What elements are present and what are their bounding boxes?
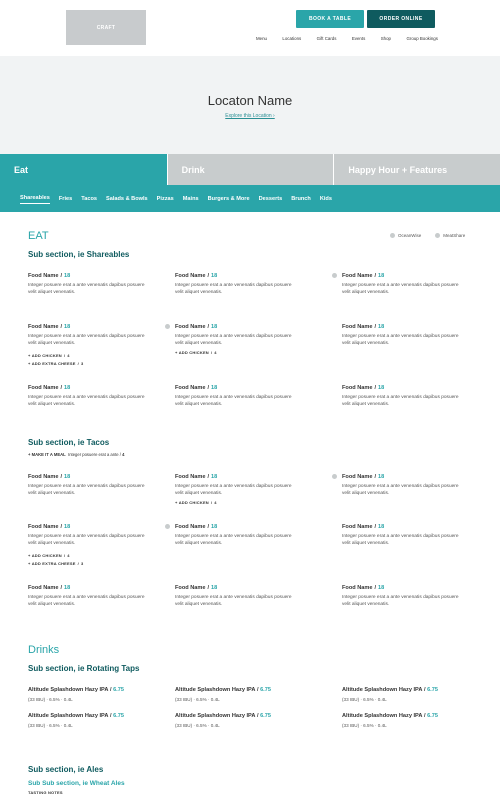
add-cheese-option: + ADD EXTRA CHEESE / 3 [28, 361, 84, 366]
ales-subtitle: Sub section, ie Ales [28, 765, 104, 774]
oceanwise-dot-icon [390, 233, 395, 238]
location-title: Locaton Name [207, 93, 293, 108]
nav-shop[interactable]: Shop [380, 36, 391, 41]
cat-tab-pizzas[interactable]: Pizzas [156, 195, 174, 202]
food-item[interactable]: Food Name / 18 Integer posuere erat a ante venenatis dapibus posuere velit aliquet venenatis. [342, 273, 482, 296]
top-nav [256, 36, 438, 41]
drink-item[interactable]: Altitude Splashdown Hazy IPA / 6.75 (33 IBU) · 6.5% · 0.4L [342, 687, 438, 702]
oceanwise-dot-icon [165, 324, 170, 329]
cat-tab-tacos[interactable]: Tacos [81, 195, 97, 202]
add-chicken-option: + ADD CHICKEN / 4 [28, 353, 70, 358]
drink-item[interactable]: Altitude Splashdown Hazy IPA / 6.75 (33 IBU) · 6.5% · 0.4L [28, 713, 124, 728]
nav-group-bookings[interactable]: Group Bookings [406, 36, 438, 41]
eat-section-title: EAT [28, 230, 49, 242]
food-item[interactable]: Food Name / 18 Integer posuere erat a ante venenatis dapibus posuere velit aliquet venenatis. + ADD CHICKEN / 4 + ADD EXTRA CHEESE / 3 [28, 524, 168, 566]
add-chicken-option: + ADD CHICKEN / 4 [175, 350, 217, 355]
add-chicken-option: + ADD CHICKEN / 4 [28, 553, 70, 558]
legend [390, 233, 465, 238]
food-item[interactable]: Food Name / 18 Integer posuere erat a ante venenatis dapibus posuere velit aliquet venenatis. [175, 273, 292, 295]
tab-eat[interactable]: Eat [0, 154, 167, 185]
cat-tab-mains[interactable]: Mains [182, 195, 199, 202]
tasting-notes-label: TASTING NOTES [28, 790, 63, 795]
main-tabs [0, 154, 500, 185]
drink-item[interactable]: Altitude Splashdown Hazy IPA / 6.75 (33 IBU) · 6.5% · 0.4L [342, 713, 438, 728]
drink-item[interactable]: Altitude Splashdown Hazy IPA / 6.75 (33 IBU) · 6.5% · 0.4L [175, 713, 271, 728]
cat-tab-burgers[interactable]: Burgers & More [207, 195, 250, 202]
food-item[interactable]: Food Name / 18 Integer posuere erat a ante venenatis dapibus posuere velit aliquet venenatis. [342, 524, 459, 546]
legend-oceanwise: OceanWise [390, 233, 421, 238]
cat-tab-kids[interactable]: Kids [319, 195, 332, 202]
food-item[interactable]: Food Name / 18 Integer posuere erat a ante venenatis dapibus posuere velit aliquet venenatis. [175, 585, 292, 607]
order-online-button[interactable]: ORDER ONLINE [367, 10, 435, 28]
cat-tab-shareables[interactable]: Shareables [20, 193, 50, 204]
tacos-subtitle: Sub section, ie Tacos [28, 438, 110, 447]
meatshare-dot-icon [435, 233, 440, 238]
food-item[interactable]: Food Name / 18 Integer posuere erat a ante venenatis dapibus posuere velit aliquet venenatis. [342, 474, 482, 497]
wheat-ales-subtitle: Sub Sub section, ie Wheat Ales [28, 780, 125, 787]
logo[interactable]: CRAFT [66, 10, 146, 45]
tab-happy-hour[interactable]: Happy Hour + Features [333, 154, 500, 185]
food-item[interactable]: Food Name / 18 Integer posuere erat a ante venenatis dapibus posuere velit aliquet venenatis. [28, 474, 145, 496]
food-item[interactable]: Food Name / 18 Integer posuere erat a ante venenatis dapibus posuere velit aliquet venenatis. [28, 273, 145, 295]
food-item[interactable]: Food Name / 18 Integer posuere erat a ante venenatis dapibus posuere velit aliquet venenatis. [342, 585, 459, 607]
nav-locations[interactable]: Locations [282, 36, 302, 41]
make-it-a-meal-option[interactable]: + MAKE IT A MEAL Integer posuere erat a ante / 4 [28, 452, 125, 457]
food-item[interactable]: Food Name / 18 Integer posuere erat a ante venenatis dapibus posuere velit aliquet venenatis. + ADD CHICKEN / 4 [175, 324, 315, 355]
drink-item[interactable]: Altitude Splashdown Hazy IPA / 6.75 (33 IBU) · 6.5% · 0.4L [175, 687, 271, 702]
food-item[interactable]: Food Name / 18 Integer posuere erat a ante venenatis dapibus posuere velit aliquet venenatis. [342, 324, 459, 346]
site-header [0, 0, 500, 56]
cat-tab-fries[interactable]: Fries [58, 195, 73, 202]
oceanwise-dot-icon [332, 474, 337, 479]
drink-item[interactable]: Altitude Splashdown Hazy IPA / 6.75 (33 IBU) · 6.5% · 0.4L [28, 687, 124, 702]
food-item[interactable]: Food Name / 18 Integer posuere erat a ante venenatis dapibus posuere velit aliquet venenatis. + ADD CHICKEN / 4 + ADD EXTRA CHEESE / 3 [28, 324, 168, 366]
food-item[interactable]: Food Name / 18 Integer posuere erat a ante venenatis dapibus posuere velit aliquet venenatis. [175, 524, 315, 547]
food-item[interactable]: Food Name / 18 Integer posuere erat a ante venenatis dapibus posuere velit aliquet venenatis. + ADD CHICKEN / 4 [175, 474, 315, 505]
food-item[interactable]: Food Name / 18 Integer posuere erat a ante venenatis dapibus posuere velit aliquet venenatis. [28, 385, 145, 407]
add-cheese-option: + ADD EXTRA CHEESE / 3 [28, 561, 84, 566]
food-item[interactable]: Food Name / 18 Integer posuere erat a ante venenatis dapibus posuere velit aliquet venenatis. [342, 385, 459, 407]
book-a-table-button[interactable]: BOOK A TABLE [296, 10, 364, 28]
category-tabs [0, 185, 500, 212]
nav-gift-cards[interactable]: Gift Cards [316, 36, 337, 41]
cat-tab-salads-bowls[interactable]: Salads & Bowls [106, 195, 148, 202]
food-item[interactable]: Food Name / 18 Integer posuere erat a ante venenatis dapibus posuere velit aliquet venenatis. [175, 385, 292, 407]
rotating-taps-subtitle: Sub section, ie Rotating Taps [28, 664, 140, 673]
legend-meatshare: MeatShare [435, 233, 465, 238]
explore-location-link[interactable]: Explore this Location › [225, 113, 275, 119]
oceanwise-dot-icon [165, 524, 170, 529]
drinks-section-title: Drinks [28, 644, 60, 656]
cat-tab-desserts[interactable]: Desserts [258, 195, 283, 202]
hero-banner [0, 56, 500, 154]
nav-menu[interactable]: Menu [256, 36, 267, 41]
shareables-subtitle: Sub section, ie Shareables [28, 250, 130, 259]
oceanwise-dot-icon [332, 273, 337, 278]
tab-drink[interactable]: Drink [167, 154, 334, 185]
food-item[interactable]: Food Name / 18 Integer posuere erat a ante venenatis dapibus posuere velit aliquet venenatis. [28, 585, 145, 607]
nav-events[interactable]: Events [351, 36, 366, 41]
cat-tab-brunch[interactable]: Brunch [291, 195, 311, 202]
add-chicken-option: + ADD CHICKEN / 4 [175, 500, 217, 505]
